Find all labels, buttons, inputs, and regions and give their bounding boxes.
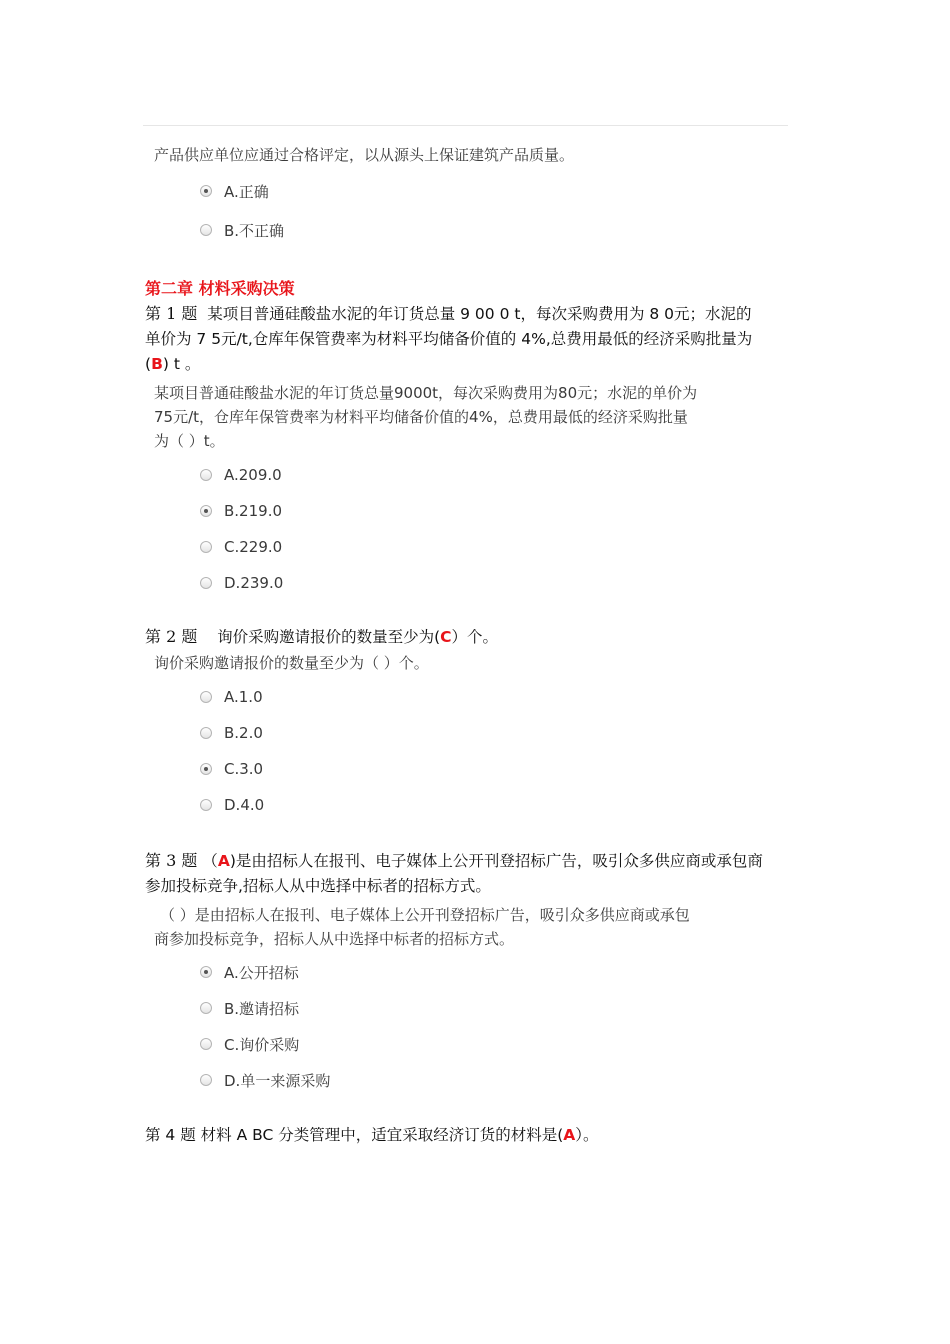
option-label: D.4.0 — [224, 796, 265, 814]
q3-option-c[interactable] — [200, 1034, 299, 1054]
radio-icon[interactable] — [200, 1074, 212, 1086]
q1-answer-line — [145, 352, 200, 374]
option-label: A.1.0 — [224, 688, 263, 706]
radio-icon[interactable] — [200, 1002, 212, 1014]
q3-shot-line-1: （ ）是由招标人在报刊、电子媒体上公开刊登招标广告，吸引众多供应商或承包 — [160, 906, 690, 924]
radio-icon[interactable] — [200, 541, 212, 553]
radio-icon[interactable] — [200, 469, 212, 481]
option-label: B.219.0 — [224, 502, 283, 520]
q1-number: 第 1 题 — [145, 304, 198, 323]
q1-option-b[interactable] — [200, 501, 282, 521]
q4-answer: A — [563, 1126, 576, 1144]
option-label: B.2.0 — [224, 724, 263, 742]
q1-shot-line-2: 75元/t，仓库年保管费率为材料平均储备价值的4%，总费用最低的经济采购批量 — [154, 408, 688, 426]
q1-option-c[interactable] — [200, 537, 282, 557]
q2-answer: C — [440, 628, 452, 646]
q2-text: 询价采购邀请报价的数量至少为( — [217, 628, 441, 646]
q1-text-line-2: 单价为 7 5元/t,仓库年保管费率为材料平均储备价值的 4%,总费用最低的经济采购批量为 — [145, 330, 753, 348]
chapter-title: 第二章 材料采购决策 — [145, 279, 295, 298]
option-label: C.3.0 — [224, 760, 264, 778]
q2-option-a[interactable] — [200, 687, 263, 707]
radio-selected-icon[interactable] — [200, 966, 212, 978]
radio-icon[interactable] — [200, 1038, 212, 1050]
option-label: B.邀请招标 — [224, 999, 300, 1018]
q1-text-line-1: 某项目普通硅酸盐水泥的年订货总量 9 00 0 t，每次采购费用为 8 0元；水泥的 — [207, 305, 752, 323]
q1-shot-line-1: 某项目普通硅酸盐水泥的年订货总量9000t，每次采购费用为80元；水泥的单价为 — [154, 384, 698, 402]
q1-line-1 — [145, 301, 752, 324]
radio-selected-icon[interactable] — [200, 763, 212, 775]
q2-option-d[interactable] — [200, 795, 264, 815]
divider-line — [143, 125, 788, 126]
option-label: A.正确 — [224, 182, 269, 201]
radio-icon[interactable] — [200, 799, 212, 811]
q3-option-a[interactable] — [200, 962, 299, 982]
radio-selected-icon[interactable] — [200, 185, 212, 197]
q1-shot-line-3: 为（ ）t。 — [154, 432, 225, 450]
q2-line — [145, 624, 498, 647]
q2-number: 第 2 题 — [145, 627, 198, 646]
q3-text-line-2: 参加投标竞争,招标人从中选择中标者的招标方式。 — [145, 877, 491, 895]
q3-answer: A — [217, 852, 230, 870]
q1-option-d[interactable] — [200, 573, 283, 593]
option-label: A.公开招标 — [224, 963, 299, 982]
q2-text-end: ）个。 — [451, 628, 499, 646]
option-label: C.229.0 — [224, 538, 283, 556]
option-label: C.询价采购 — [224, 1035, 300, 1054]
q3-number: 第 3 题 — [145, 851, 198, 870]
q3-text: )是由招标人在报刊、电子媒体上公开刊登招标广告，吸引众多供应商或承包商 — [229, 852, 763, 870]
q4-line — [145, 1123, 599, 1145]
option-label: B.不正确 — [224, 221, 285, 240]
q3-line-1 — [145, 848, 763, 871]
q2-option-b[interactable] — [200, 723, 263, 743]
prev-option-b[interactable] — [200, 220, 284, 240]
radio-icon[interactable] — [200, 727, 212, 739]
q1-answer-close: ) t 。 — [162, 355, 201, 373]
prev-question-text: 产品供应单位应通过合格评定，以从源头上保证建筑产品质量。 — [154, 146, 575, 164]
q1-answer-open: ( — [145, 355, 152, 373]
q2-shot-line: 询价采购邀请报价的数量至少为（ ）个。 — [154, 654, 429, 672]
q1-option-a[interactable] — [200, 465, 282, 485]
option-label: A.209.0 — [224, 466, 282, 484]
q4-text: 第 4 题 材料 A BC 分类管理中，适宜采取经济订货的材料是( — [145, 1126, 564, 1144]
radio-icon[interactable] — [200, 691, 212, 703]
q4-text-end: ）。 — [575, 1126, 599, 1144]
option-label: D.单一来源采购 — [224, 1071, 331, 1090]
q3-option-b[interactable] — [200, 998, 299, 1018]
radio-selected-icon[interactable] — [200, 505, 212, 517]
q1-answer: B — [151, 355, 163, 373]
radio-icon[interactable] — [200, 224, 212, 236]
q3-shot-line-2: 商参加投标竞争，招标人从中选择中标者的招标方式。 — [154, 930, 515, 948]
option-label: D.239.0 — [224, 574, 284, 592]
q2-option-c[interactable] — [200, 759, 263, 779]
q3-text-open: （ — [202, 852, 218, 870]
q3-option-d[interactable] — [200, 1070, 330, 1090]
prev-option-a[interactable] — [200, 181, 269, 201]
radio-icon[interactable] — [200, 577, 212, 589]
